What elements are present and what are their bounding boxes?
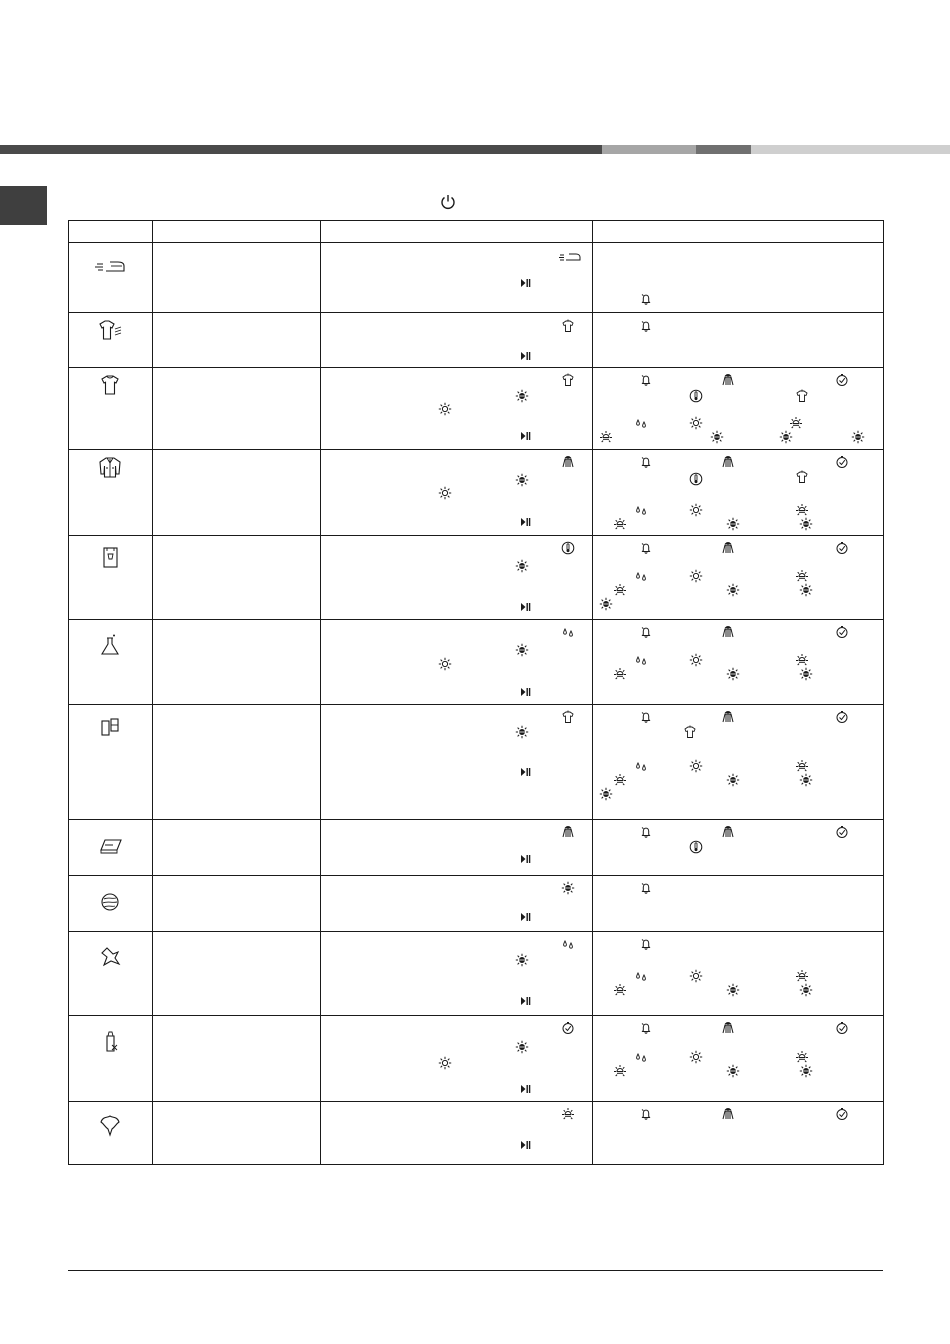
- start-pause-icon: [518, 1082, 532, 1096]
- shirt-fast-icon: [561, 319, 575, 333]
- programme-instructions: [321, 620, 593, 705]
- antibac-icon: [721, 541, 735, 555]
- dry-level-half-icon: [795, 653, 809, 667]
- flask-icon: [95, 634, 125, 658]
- dry-level-icon: [515, 473, 529, 487]
- dry-level-mid-icon: [726, 517, 740, 531]
- start-pause-icon: [518, 910, 532, 924]
- header-bar-light: [602, 145, 696, 154]
- programme-name: [153, 313, 321, 368]
- programme-options: [593, 932, 884, 1016]
- table-row: [69, 313, 884, 368]
- programme-instructions: [321, 450, 593, 536]
- bell-icon: [639, 825, 653, 839]
- start-pause-icon: [518, 1138, 532, 1152]
- jacket-icon: [95, 456, 125, 480]
- sensitive-icon: [95, 546, 125, 570]
- dry-level-high-icon: [799, 1064, 813, 1078]
- dry-level-half-icon: [795, 759, 809, 773]
- programme-options: [593, 450, 884, 536]
- drops-icon: [634, 969, 648, 983]
- dry-level-icon: [515, 643, 529, 657]
- timer-icon: [835, 625, 849, 639]
- dry-level-mid-icon: [726, 983, 740, 997]
- power-icon: [439, 193, 457, 211]
- table-row: [69, 1102, 884, 1165]
- programme-table: [68, 220, 884, 1165]
- header-bar-mid: [696, 145, 751, 154]
- table-row: [69, 876, 884, 932]
- shirt-icon: [95, 374, 125, 398]
- programme-name: [153, 536, 321, 620]
- dry-level-low-icon: [613, 773, 627, 787]
- antibac-icon: [721, 625, 735, 639]
- programme-instructions: [321, 313, 593, 368]
- dry-level-high-icon: [799, 583, 813, 597]
- programme-instructions: [321, 536, 593, 620]
- timer-icon: [835, 541, 849, 555]
- footer-rule: [68, 1270, 883, 1271]
- programme-name: [153, 243, 321, 313]
- dry-level-icon: [515, 953, 529, 967]
- sun-icon: [689, 503, 703, 517]
- programme-name: [153, 450, 321, 536]
- antibac-icon: [721, 1021, 735, 1035]
- row-symbol: [69, 620, 153, 705]
- dry-level-max-icon: [599, 597, 613, 611]
- dry-level-max-icon: [851, 430, 865, 444]
- wool-icon: [95, 890, 125, 914]
- hang-shirt-icon: [795, 389, 809, 403]
- programme-instructions: [321, 368, 593, 450]
- hang-shirt-icon: [795, 470, 809, 484]
- duvet-icon: [95, 834, 125, 858]
- bell-icon: [639, 541, 653, 555]
- row-symbol: [69, 820, 153, 876]
- sun-icon: [689, 969, 703, 983]
- programme-instructions: [321, 705, 593, 820]
- programme-instructions: [321, 932, 593, 1016]
- table-row: [69, 1016, 884, 1102]
- thermo-icon: [689, 389, 703, 403]
- table-row: [69, 450, 884, 536]
- programme-instructions: [321, 243, 593, 313]
- dry-level-half-icon: [795, 569, 809, 583]
- sun-icon: [438, 657, 452, 671]
- drops-icon: [634, 1050, 648, 1064]
- programme-options: [593, 243, 884, 313]
- sensitive-icon: [561, 541, 575, 555]
- iron-icon: [95, 255, 125, 279]
- sun-icon: [689, 416, 703, 430]
- table-row: [69, 243, 884, 313]
- programme-options: [593, 876, 884, 932]
- table-row: [69, 705, 884, 820]
- programme-options: [593, 368, 884, 450]
- dry-level-high-icon: [779, 430, 793, 444]
- start-pause-icon: [518, 685, 532, 699]
- row-symbol: [69, 243, 153, 313]
- timer-icon: [835, 825, 849, 839]
- dry-level-low-icon: [613, 667, 627, 681]
- mixed-icon: [95, 717, 125, 741]
- programme-instructions: [321, 820, 593, 876]
- drops-icon: [634, 759, 648, 773]
- col-header-options: [593, 221, 884, 243]
- table-row: [69, 932, 884, 1016]
- bell-icon: [639, 625, 653, 639]
- start-pause-icon: [518, 276, 532, 290]
- programme-name: [153, 620, 321, 705]
- bell-icon: [639, 292, 653, 306]
- row-symbol: [69, 536, 153, 620]
- shirt-fast-icon: [95, 319, 125, 343]
- programme-instructions: [321, 1016, 593, 1102]
- start-pause-icon: [518, 765, 532, 779]
- programme-options: [593, 536, 884, 620]
- antibac-icon: [721, 373, 735, 387]
- bell-icon: [639, 710, 653, 724]
- dry-level-low-icon: [613, 1064, 627, 1078]
- timer-icon: [835, 373, 849, 387]
- antibac-icon: [721, 1107, 735, 1121]
- bell-icon: [639, 373, 653, 387]
- dry-level-high-icon: [799, 517, 813, 531]
- dry-level-icon: [515, 389, 529, 403]
- baby-bottle-icon: [561, 1021, 575, 1035]
- dry-level-half-icon: [795, 969, 809, 983]
- start-pause-icon: [518, 429, 532, 443]
- drops-icon: [634, 653, 648, 667]
- bell-icon: [639, 1107, 653, 1121]
- antibac-icon: [721, 825, 735, 839]
- sun-icon: [438, 402, 452, 416]
- row-symbol: [69, 876, 153, 932]
- drops-icon: [634, 569, 648, 583]
- dry-level-mid-icon: [726, 583, 740, 597]
- sun-icon: [689, 653, 703, 667]
- dry-level-half-icon: [795, 503, 809, 517]
- dry-level-icon: [515, 725, 529, 739]
- header-bar-dark: [0, 145, 602, 154]
- table-row: [69, 820, 884, 876]
- programme-options: [593, 313, 884, 368]
- programme-options: [593, 1102, 884, 1165]
- refresh-icon: [95, 1114, 125, 1138]
- row-symbol: [69, 313, 153, 368]
- drops-icon: [634, 416, 648, 430]
- col-header-programme: [153, 221, 321, 243]
- wool-icon: [561, 881, 575, 895]
- programme-options: [593, 820, 884, 876]
- sun-icon: [438, 486, 452, 500]
- dry-level-mid-icon: [710, 430, 724, 444]
- programme-name: [153, 368, 321, 450]
- shirt-icon: [561, 373, 575, 387]
- dry-level-half-icon: [795, 1050, 809, 1064]
- programme-options: [593, 620, 884, 705]
- col-header-instructions: [321, 221, 593, 243]
- dry-level-low-icon: [613, 517, 627, 531]
- dry-level-mid-icon: [726, 667, 740, 681]
- dry-level-mid-icon: [726, 773, 740, 787]
- dry-level-icon: [515, 1040, 529, 1054]
- timer-icon: [835, 1107, 849, 1121]
- dry-level-max-icon: [599, 787, 613, 801]
- language-tab: [0, 186, 47, 225]
- programme-name: [153, 820, 321, 876]
- bell-icon: [639, 937, 653, 951]
- row-symbol: [69, 932, 153, 1016]
- programme-name: [153, 932, 321, 1016]
- timer-icon: [835, 455, 849, 469]
- programme-name: [153, 1102, 321, 1165]
- dry-level-low-icon: [613, 983, 627, 997]
- dry-level-low-icon: [599, 430, 613, 444]
- table-row: [69, 368, 884, 450]
- bell-icon: [639, 881, 653, 895]
- programme-instructions: [321, 876, 593, 932]
- row-symbol: [69, 1102, 153, 1165]
- antibac-icon: [721, 710, 735, 724]
- row-symbol: [69, 450, 153, 536]
- dry-level-half-icon: [789, 416, 803, 430]
- programme-options: [593, 1016, 884, 1102]
- row-symbol: [69, 1016, 153, 1102]
- drops-icon: [634, 503, 648, 517]
- baby-bottle-icon: [95, 1030, 125, 1054]
- silk-icon: [561, 937, 575, 951]
- mixed-icon: [561, 710, 575, 724]
- start-pause-icon: [518, 600, 532, 614]
- start-pause-icon: [518, 994, 532, 1008]
- bell-icon: [639, 455, 653, 469]
- antibac-icon: [721, 455, 735, 469]
- sun-icon: [438, 1056, 452, 1070]
- sun-icon: [689, 1050, 703, 1064]
- duvet-icon: [561, 825, 575, 839]
- dry-level-mid-icon: [726, 1064, 740, 1078]
- sun-icon: [689, 759, 703, 773]
- dry-level-high-icon: [799, 667, 813, 681]
- row-symbol: [69, 705, 153, 820]
- programme-instructions: [321, 1102, 593, 1165]
- flask-icon: [561, 625, 575, 639]
- header-bar: [0, 145, 950, 154]
- silk-icon: [95, 944, 125, 968]
- hang-shirt-icon: [683, 725, 697, 739]
- timer-icon: [835, 1021, 849, 1035]
- iron-icon: [559, 250, 581, 264]
- timer-icon: [835, 710, 849, 724]
- start-pause-icon: [518, 852, 532, 866]
- dry-level-high-icon: [799, 773, 813, 787]
- start-pause-icon: [518, 515, 532, 529]
- refresh-icon: [561, 1107, 575, 1121]
- start-pause-icon: [518, 349, 532, 363]
- thermo-icon: [689, 840, 703, 854]
- bell-icon: [639, 1021, 653, 1035]
- dry-level-high-icon: [799, 983, 813, 997]
- bell-icon: [639, 319, 653, 333]
- programme-name: [153, 876, 321, 932]
- dry-level-low-icon: [613, 583, 627, 597]
- row-symbol: [69, 368, 153, 450]
- table-row: [69, 620, 884, 705]
- col-header-symbol: [69, 221, 153, 243]
- thermo-icon: [689, 472, 703, 486]
- sun-icon: [689, 569, 703, 583]
- programme-name: [153, 705, 321, 820]
- dry-level-icon: [515, 559, 529, 573]
- programme-options: [593, 705, 884, 820]
- table-row: [69, 536, 884, 620]
- jacket-icon: [561, 455, 575, 469]
- header-bar-pale: [751, 145, 950, 154]
- table-header-row: [69, 221, 884, 243]
- programme-name: [153, 1016, 321, 1102]
